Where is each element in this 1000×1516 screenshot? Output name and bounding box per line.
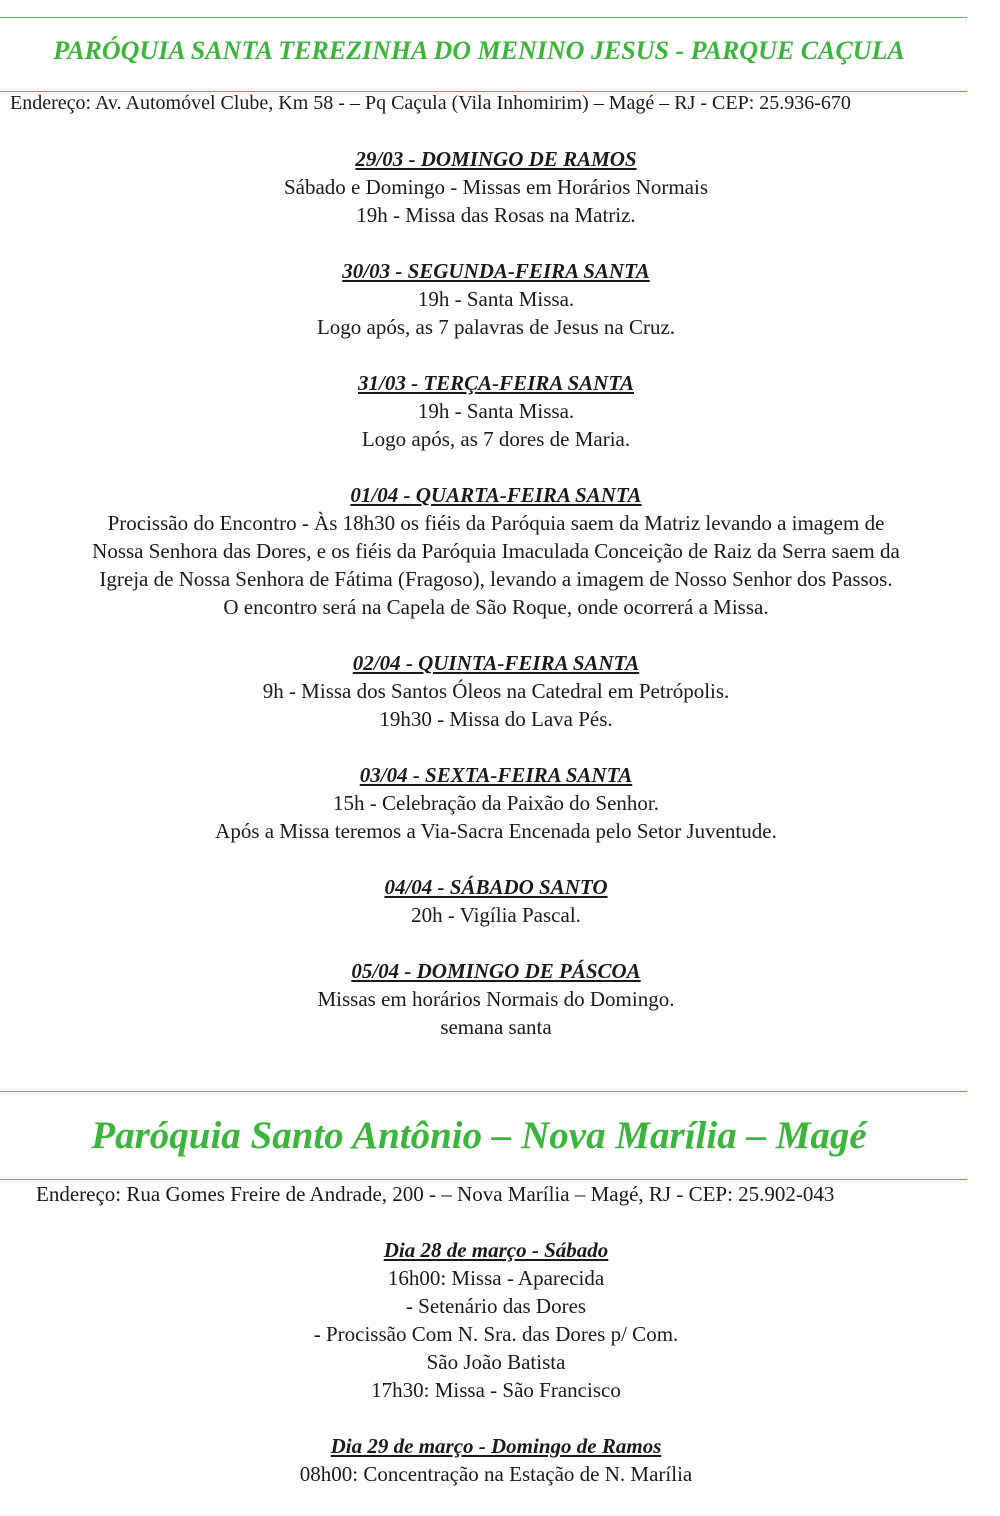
event-line: O encontro será na Capela de São Roque, onde ocorrerá a Missa. <box>223 595 769 619</box>
event-heading: 30/03 - SEGUNDA-FEIRA SANTA <box>342 259 650 283</box>
event-block <box>0 257 992 341</box>
event-line: - Procissão Com N. Sra. das Dores p/ Com. <box>313 1322 679 1346</box>
event-heading: 05/04 - DOMINGO DE PÁSCOA <box>351 959 641 983</box>
event-line: 08h00: Concentração na Estação de N. Marília <box>299 1462 693 1486</box>
event-block <box>0 1236 992 1404</box>
event-heading: 31/03 - TERÇA-FEIRA SANTA <box>358 371 634 395</box>
event-line: Após a Missa teremos a Via-Sacra Encenada pelo Setor Juventude. <box>215 819 777 843</box>
event-line: 17h30: Missa - São Francisco <box>371 1378 621 1402</box>
parish-title-2: Paróquia Santo Antônio – Nova Marília – Magé <box>91 1114 867 1157</box>
event-line: 9h - Missa dos Santos Óleos na Catedral em Petrópolis. <box>262 679 730 703</box>
event-heading: 01/04 - QUARTA-FEIRA SANTA <box>350 483 642 507</box>
top-divider <box>0 17 967 18</box>
event-list <box>0 145 992 1069</box>
event-line: - Setenário das Dores <box>405 1294 587 1318</box>
event-block <box>0 761 992 845</box>
event-block <box>0 1432 992 1488</box>
event-heading: Dia 28 de março - Sábado <box>383 1238 609 1262</box>
event-line: 16h00: Missa - Aparecida <box>387 1266 605 1290</box>
event-heading: 04/04 - SÁBADO SANTO <box>384 875 608 899</box>
event-line: Sábado e Domingo - Missas em Horários Normais <box>283 175 709 199</box>
event-line: 19h30 - Missa do Lava Pés. <box>379 707 613 731</box>
event-line: semana santa <box>440 1015 552 1039</box>
event-heading: 02/04 - QUINTA-FEIRA SANTA <box>352 651 640 675</box>
event-heading: 29/03 - DOMINGO DE RAMOS <box>355 147 637 171</box>
event-block <box>0 369 992 453</box>
parish-address: Endereço: Av. Automóvel Clube, Km 58 - – Pq Caçula (Vila Inhomirim) – Magé – RJ - CEP: 25.936-670 <box>10 92 851 114</box>
title-divider-2 <box>0 1179 967 1180</box>
event-block <box>0 481 992 621</box>
event-line: Missas em horários Normais do Domingo. <box>317 987 675 1011</box>
event-line: 19h - Missa das Rosas na Matriz. <box>356 203 636 227</box>
event-block <box>0 145 992 229</box>
section-divider <box>0 1091 967 1092</box>
event-list-2 <box>0 1236 992 1516</box>
event-line: Logo após, as 7 palavras de Jesus na Cruz. <box>316 315 676 339</box>
event-line: Nossa Senhora das Dores, e os fiéis da Paróquia Imaculada Conceição de Raiz da Serra saem da <box>92 539 900 563</box>
event-heading: Dia 29 de março - Domingo de Ramos <box>330 1434 662 1458</box>
event-line: Igreja de Nossa Senhora de Fátima (Fragoso), levando a imagem de Nosso Senhor dos Passos. <box>99 567 893 591</box>
event-line: Logo após, as 7 dores de Maria. <box>361 427 631 451</box>
event-block <box>0 957 992 1041</box>
event-block <box>0 873 992 929</box>
event-line: Procissão do Encontro - Às 18h30 os fiéis da Paróquia saem da Matriz levando a imagem de <box>107 511 885 535</box>
event-block <box>0 649 992 733</box>
parish-title: PARÓQUIA SANTA TEREZINHA DO MENINO JESUS - PARQUE CAÇULA <box>53 36 905 65</box>
event-line: São João Batista <box>426 1350 566 1374</box>
event-heading: 03/04 - SEXTA-FEIRA SANTA <box>359 763 633 787</box>
event-line: 19h - Santa Missa. <box>417 287 575 311</box>
event-line: 20h - Vigília Pascal. <box>411 903 581 927</box>
event-line: 15h - Celebração da Paixão do Senhor. <box>333 791 659 815</box>
event-line: 19h - Santa Missa. <box>417 399 575 423</box>
parish-address-2: Endereço: Rua Gomes Freire de Andrade, 200 - – Nova Marília – Magé, RJ - CEP: 25.902-043 <box>36 1182 835 1206</box>
